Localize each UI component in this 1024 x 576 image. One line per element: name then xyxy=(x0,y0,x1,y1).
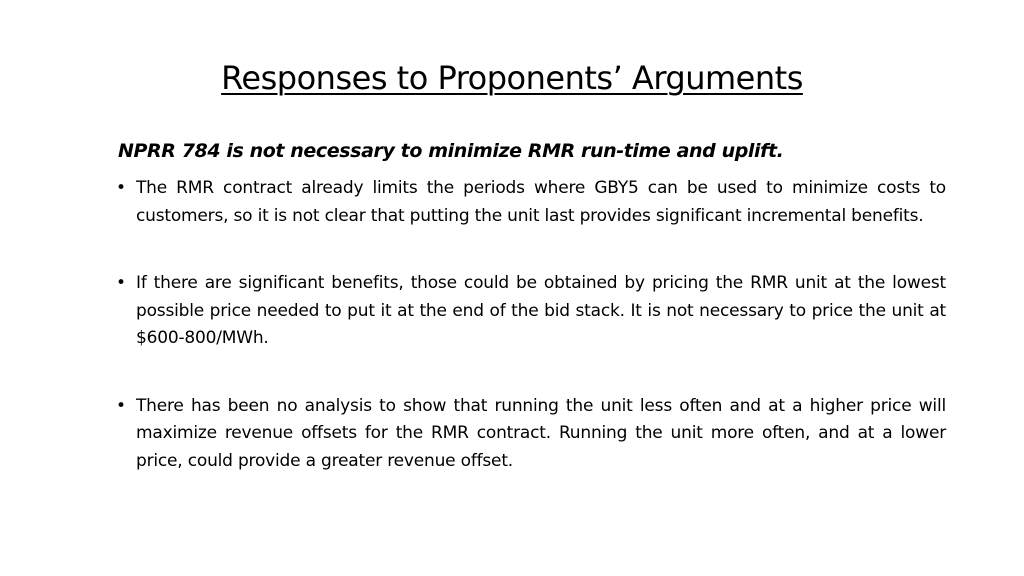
slide-title: Responses to Proponents’ Arguments xyxy=(221,59,803,97)
bullet-icon: • xyxy=(116,273,126,293)
bullet-item xyxy=(116,393,946,476)
bullet-item xyxy=(116,270,946,353)
bullet-text: If there are significant benefits, those could be obtained by pricing the RMR unit at the lowest possible price needed to put it at the end of the bid stack. It is not necessary to price the unit at $600-800/MWh. xyxy=(136,273,946,348)
bullet-item xyxy=(116,175,946,230)
bullet-text: The RMR contract already limits the periods where GBY5 can be used to minimize costs to customers, so it is not clear that putting the unit last provides significant incremental benefits. xyxy=(136,178,946,226)
bullet-icon: • xyxy=(116,178,126,198)
slide-subheading: NPRR 784 is not necessary to minimize RMR run-time and uplift. xyxy=(118,140,784,162)
bullet-icon: • xyxy=(116,395,126,416)
bullet-text: There has been no analysis to show that running the unit less often and at a higher price will maximize revenue offsets for the RMR contract. Running the unit more often, and at a lower price, could provide a greater revenue offset. xyxy=(136,395,946,471)
bullet-list xyxy=(116,175,946,475)
